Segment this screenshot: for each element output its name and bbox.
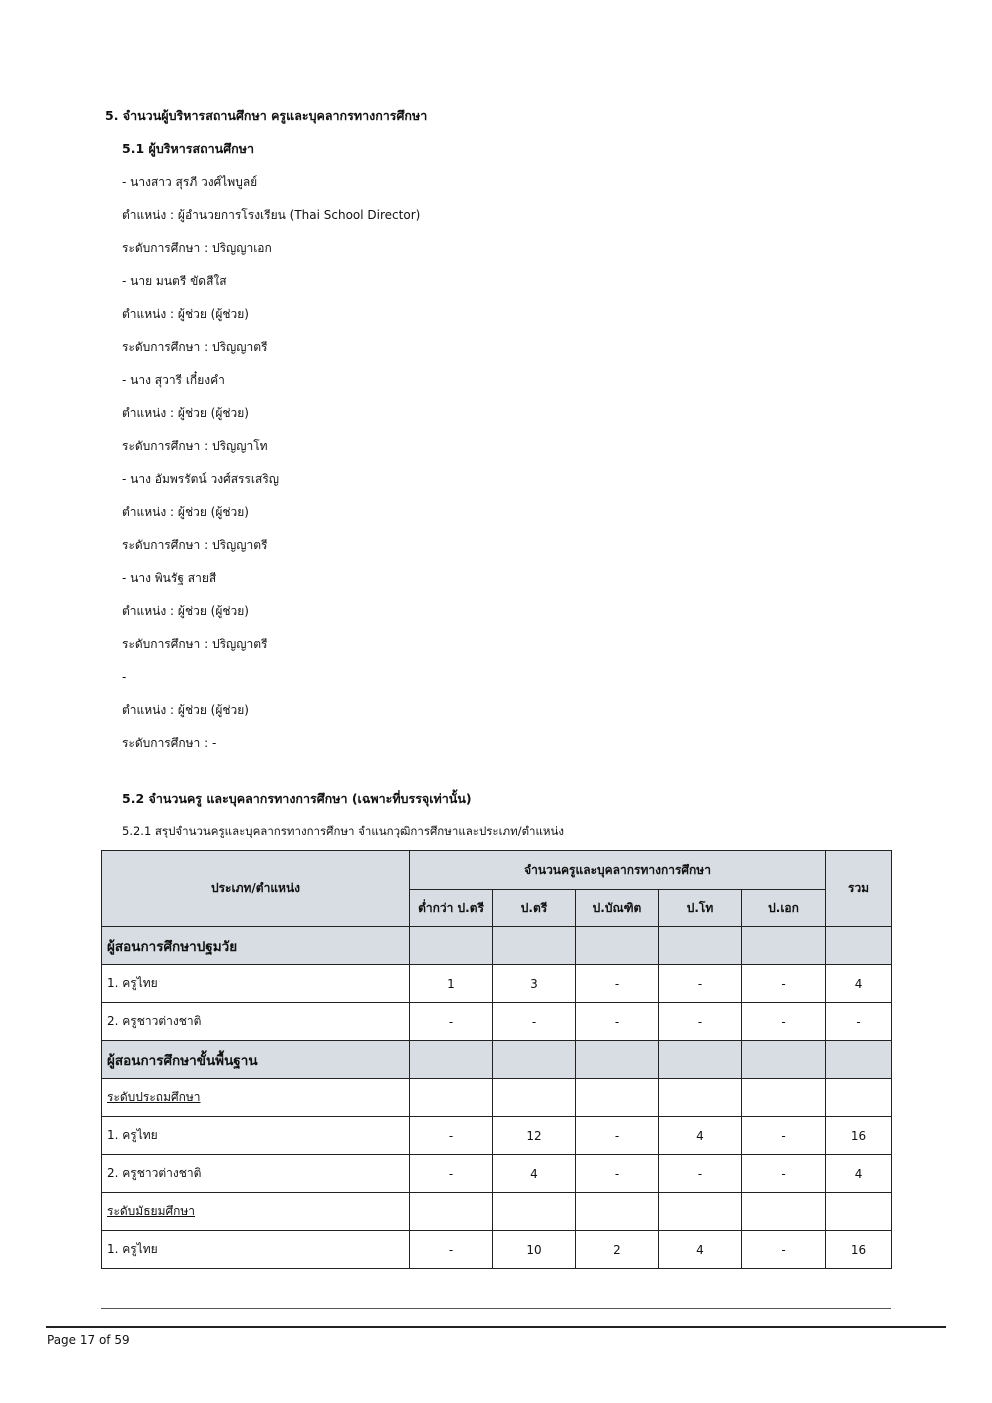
- administrator-education: ระดับการศึกษา : ปริญญาตรี: [122, 538, 268, 552]
- footer-divider: [101, 1308, 891, 1309]
- row-value-cell: [410, 927, 493, 965]
- row-value-cell: [742, 1193, 826, 1231]
- row-value-cell: -: [742, 1003, 826, 1041]
- row-total-cell: [826, 1193, 892, 1231]
- row-value-cell: [410, 1041, 493, 1079]
- header-column: ป.ตรี: [493, 890, 576, 927]
- row-value-cell: 1: [410, 965, 493, 1003]
- row-value-cell: -: [410, 1155, 493, 1193]
- table-subgroup-row: [102, 1193, 892, 1231]
- row-label: 1. ครูไทย: [102, 965, 410, 1003]
- row-value-cell: [659, 1193, 742, 1231]
- page-number: Page 17 of 59: [47, 1333, 130, 1347]
- header-total: รวม: [826, 851, 892, 927]
- row-value-cell: -: [659, 1003, 742, 1041]
- row-label-text: ระดับประถมศึกษา: [107, 1090, 201, 1104]
- row-value-cell: [493, 1193, 576, 1231]
- row-total-cell: -: [826, 1003, 892, 1041]
- administrator-education: ระดับการศึกษา : ปริญญาตรี: [122, 340, 268, 354]
- table-caption: 5.2.1 สรุปจำนวนครูและบุคลากรทางการศึกษา จำแนกวุฒิการศึกษาและประเภท/ตำแหน่ง: [122, 824, 564, 838]
- row-value-cell: 10: [493, 1231, 576, 1269]
- staff-heading: 5.2 จำนวนครู และบุคลากรทางการศึกษา (เฉพาะที่บรรจุเท่านั้น): [122, 791, 472, 806]
- row-value-cell: 12: [493, 1117, 576, 1155]
- administrator-education: ระดับการศึกษา : ปริญญาตรี: [122, 637, 268, 651]
- row-value-cell: [493, 927, 576, 965]
- footer-rule: [46, 1326, 946, 1328]
- row-value-cell: [742, 1079, 826, 1117]
- row-value-cell: -: [410, 1003, 493, 1041]
- administrator-education: ระดับการศึกษา : ปริญญาโท: [122, 439, 268, 453]
- row-value-cell: -: [576, 1155, 659, 1193]
- row-value-cell: [576, 927, 659, 965]
- row-value-cell: 4: [659, 1117, 742, 1155]
- table-subgroup-row: [102, 1079, 892, 1117]
- table-group-row: [102, 927, 892, 965]
- row-value-cell: -: [410, 1117, 493, 1155]
- table-body: [102, 927, 892, 1269]
- row-value-cell: -: [576, 1117, 659, 1155]
- administrator-name: - นาง พินรัฐ สายสี: [122, 571, 217, 585]
- row-value-cell: [659, 1079, 742, 1117]
- row-label: 1. ครูไทย: [102, 1117, 410, 1155]
- row-value-cell: 4: [493, 1155, 576, 1193]
- row-value-cell: -: [742, 1231, 826, 1269]
- table-group-row: [102, 1041, 892, 1079]
- row-label: [102, 1193, 410, 1231]
- administrator-education: ระดับการศึกษา : ปริญญาเอก: [122, 241, 272, 255]
- row-value-cell: [659, 1041, 742, 1079]
- row-value-cell: 3: [493, 965, 576, 1003]
- header-column: ป.โท: [659, 890, 742, 927]
- row-total-cell: 4: [826, 1155, 892, 1193]
- table-row: [102, 965, 892, 1003]
- administrator-position: ตำแหน่ง : ผู้ช่วย (ผู้ช่วย): [122, 505, 249, 519]
- administrator-position: ตำแหน่ง : ผู้ช่วย (ผู้ช่วย): [122, 604, 249, 618]
- table-row: [102, 1003, 892, 1041]
- administrator-position: ตำแหน่ง : ผู้ช่วย (ผู้ช่วย): [122, 406, 249, 420]
- row-value-cell: [659, 927, 742, 965]
- row-value-cell: -: [659, 1155, 742, 1193]
- row-value-cell: -: [742, 965, 826, 1003]
- row-total-cell: [826, 1041, 892, 1079]
- administrator-name: - นาง อัมพรรัตน์ วงศ์สรรเสริญ: [122, 472, 280, 486]
- row-value-cell: -: [742, 1155, 826, 1193]
- administrator-position: ตำแหน่ง : ผู้อำนวยการโรงเรียน (Thai School Director): [122, 208, 421, 222]
- header-type: ประเภท/ตำแหน่ง: [102, 851, 410, 927]
- row-value-cell: -: [742, 1117, 826, 1155]
- row-value-cell: -: [659, 965, 742, 1003]
- administrator-education: ระดับการศึกษา : -: [122, 736, 217, 750]
- section-title: 5. จำนวนผู้บริหารสถานศึกษา ครูและบุคลากรทางการศึกษา: [105, 108, 428, 123]
- administrator-name: - นางสาว สุรภี วงศ์ไพบูลย์: [122, 175, 258, 189]
- table-row: [102, 1155, 892, 1193]
- row-value-cell: [576, 1079, 659, 1117]
- row-value-cell: [576, 1041, 659, 1079]
- row-value-cell: -: [493, 1003, 576, 1041]
- row-label-text: ระดับมัธยมศึกษา: [107, 1204, 196, 1218]
- administrator-name: -: [122, 670, 127, 684]
- row-value-cell: -: [576, 965, 659, 1003]
- row-total-cell: 16: [826, 1117, 892, 1155]
- row-value-cell: [493, 1041, 576, 1079]
- row-value-cell: [742, 1041, 826, 1079]
- row-value-cell: [410, 1079, 493, 1117]
- row-label: [102, 1079, 410, 1117]
- header-column: ต่ำกว่า ป.ตรี: [410, 890, 493, 927]
- row-label: ผู้สอนการศึกษาขั้นพื้นฐาน: [102, 1041, 410, 1079]
- row-total-cell: 4: [826, 965, 892, 1003]
- staff-summary-table: [101, 850, 892, 1269]
- row-total-cell: [826, 1079, 892, 1117]
- administrator-name: - นาง สุวารี เกี๋ยงคำ: [122, 373, 225, 387]
- row-value-cell: [410, 1193, 493, 1231]
- administrator-name: - นาย มนตรี ขัดสีใส: [122, 274, 227, 288]
- row-value-cell: [576, 1193, 659, 1231]
- row-label: 2. ครูชาวต่างชาติ: [102, 1155, 410, 1193]
- table-row: [102, 1231, 892, 1269]
- header-column: ป.บัณฑิต: [576, 890, 659, 927]
- row-value-cell: [493, 1079, 576, 1117]
- row-value-cell: -: [576, 1003, 659, 1041]
- row-value-cell: [742, 927, 826, 965]
- row-label: 1. ครูไทย: [102, 1231, 410, 1269]
- row-total-cell: 16: [826, 1231, 892, 1269]
- row-total-cell: [826, 927, 892, 965]
- administrator-position: ตำแหน่ง : ผู้ช่วย (ผู้ช่วย): [122, 307, 249, 321]
- header-group: จำนวนครูและบุคลากรทางการศึกษา: [410, 851, 826, 890]
- table-row: [102, 1117, 892, 1155]
- row-value-cell: -: [410, 1231, 493, 1269]
- row-label: ผู้สอนการศึกษาปฐมวัย: [102, 927, 410, 965]
- administrators-heading: 5.1 ผู้บริหารสถานศึกษา: [122, 141, 254, 156]
- row-label: 2. ครูชาวต่างชาติ: [102, 1003, 410, 1041]
- row-value-cell: 2: [576, 1231, 659, 1269]
- header-column: ป.เอก: [742, 890, 826, 927]
- administrator-position: ตำแหน่ง : ผู้ช่วย (ผู้ช่วย): [122, 703, 249, 717]
- row-value-cell: 4: [659, 1231, 742, 1269]
